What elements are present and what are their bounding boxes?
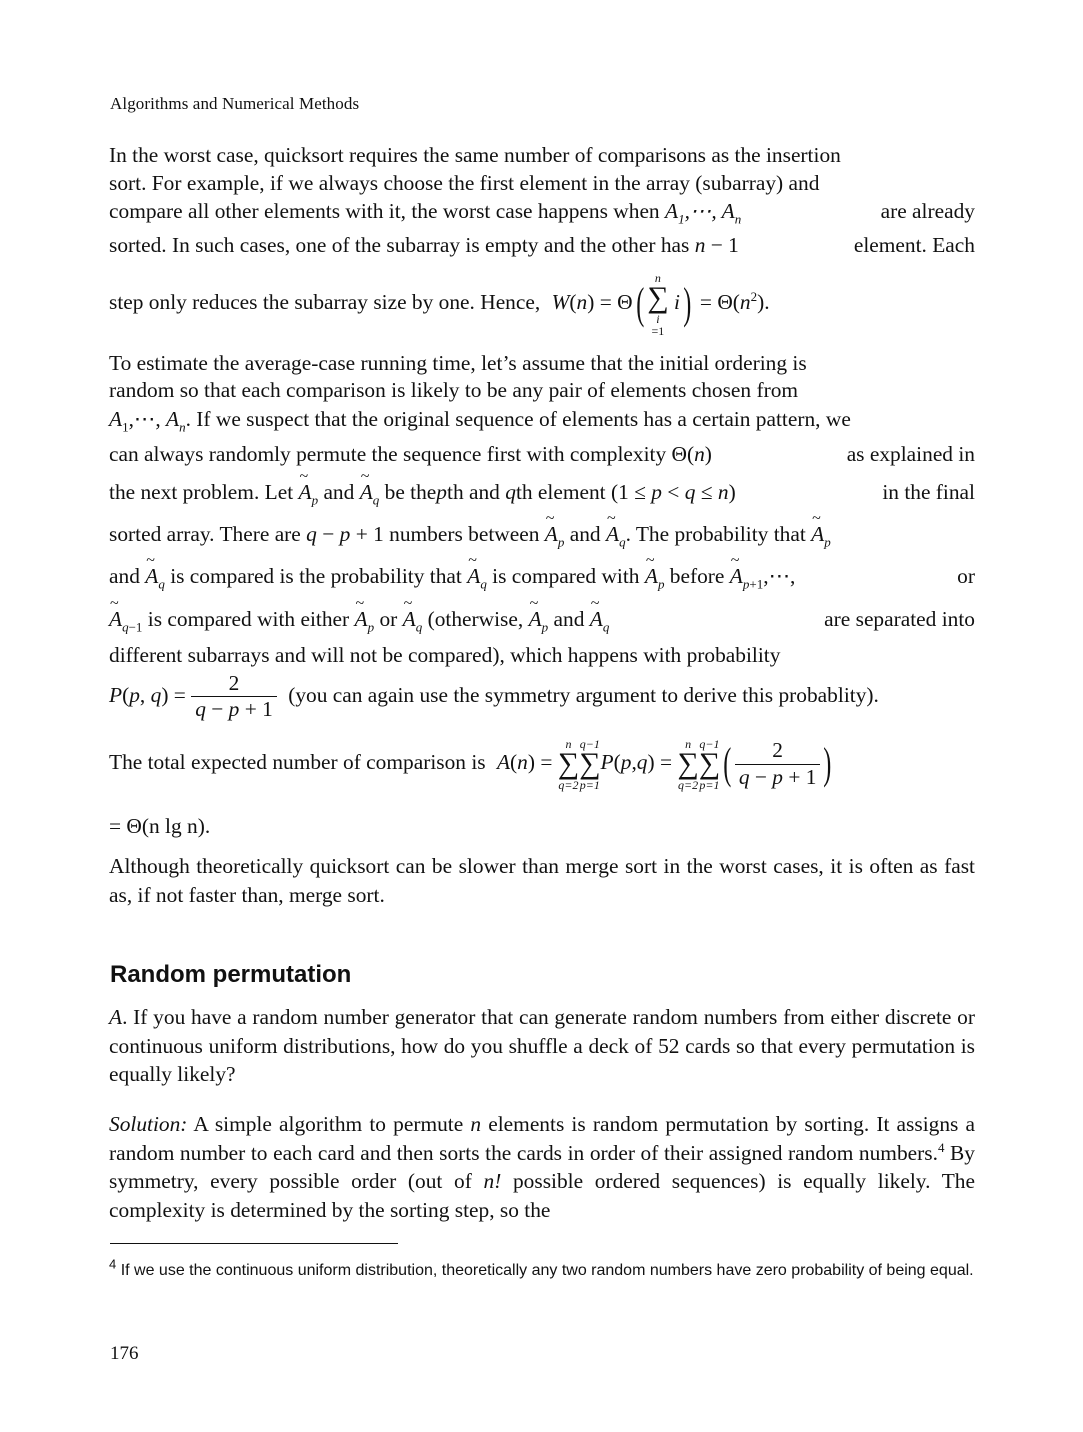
equation-worst-case: step only reduces the subarray size by one. Hence, W(n) = Θ( n ∑ i =1 $i) = \Theta(n^2)$. [109, 271, 770, 338]
section-heading: Random permutation [110, 961, 352, 988]
running-header: Algorithms and Numerical Methods [110, 94, 360, 113]
footnote-reference: 4 [937, 1139, 945, 1155]
text-line: the next problem. Let ~ $A_p$ and ~ $A_q$ be thepth and qth element (1 ≤ p < q ≤ n) in the final [109, 482, 975, 503]
footnote: $^4$ If we use the continuous uniform distribution, theoretically any two random numbers have zero probability of being equal. [109, 1256, 974, 1279]
equation-probability: P(p, q) = $\frac{2}{q - p + 1}$ (you can again use the symmetry argument to derive this probablity). [109, 671, 879, 722]
text-line: ~ $A_{q-1}$ is compared with either ~ $A_p$ or ~ $A_q$ (otherwise, ~ $A_p$ and ~ $A_q$ are separated into [109, 609, 975, 630]
text-line: compare all other elements with it, the worst case happens when $A_1,\cdots$, $A_n$ are already [109, 199, 975, 227]
footnote-mark: 4 [109, 1256, 117, 1272]
paragraph-comparison: Although theoretically quicksort can be slower than merge sort in the worst cases, it is often as fast as, if not faster than, merge sort. [109, 854, 975, 907]
equation-expected-comparisons: The total expected number of comparison is A(n) = n ∑ q=2 q−1 ∑ p=1 P(p,q) = n ∑ q=2 q−1 ∑ p=1 ( $\frac{2}{q - p + 1}$ ) [109, 737, 832, 792]
text-line: To estimate the average-case running time, let’s assume that the initial ordering is [109, 351, 807, 375]
text-line: different subarrays and will not be compared), which happens with probability [109, 643, 781, 667]
text-line: In the worst case, quicksort requires the same number of comparisons as the insertion [109, 143, 841, 167]
footnote-divider [110, 1243, 398, 1244]
equation-result: = Θ(n lg n). [109, 814, 211, 838]
solution-paragraph: Solution: A simple algorithm to permute n elements is random permutation by sorting. It assigns a random number to each card and then sorts the cards in order of their assigned random numbers.$^4$ By symmetry, every possible order (out of n! possible ordered sequences) is equally likely. The complexity is determined by the sorting step, so the [109, 1112, 975, 1223]
page-number: 176 [110, 1343, 139, 1364]
text-line: can always randomly permute the sequence first with complexity Θ(n) as explained in [109, 442, 975, 466]
text-line: and ~ $A_q$ is compared is the probability that ~ $A_q$ is compared with ~ $A_p$ before ~ $A_{p+1},\cdots$, or [109, 566, 975, 587]
text-line: random so that each comparison is likely to be any pair of elements chosen from [109, 378, 799, 402]
text-line: $A_1,\cdots$, $A_n$. If we suspect that the original sequence of elements has a certain pattern, we [109, 407, 851, 435]
text-line: sorted array. There are q − p + 1 numbers between ~ $A_p$ and ~ $A_q$. The probability that ~ $A_p$ [109, 524, 975, 545]
text-line: sorted. In such cases, one of the subarray is empty and the other has n − 1 element. Each [109, 233, 975, 257]
problem-statement: A. If you have a random number generator that can generate random numbers from either discrete or continuous uniform distributions, how do you shuffle a deck of 52 cards so that every permutation is equally likely? [109, 1005, 975, 1087]
text-line: sort. For example, if we always choose the first element in the array (subarray) and [109, 171, 820, 195]
